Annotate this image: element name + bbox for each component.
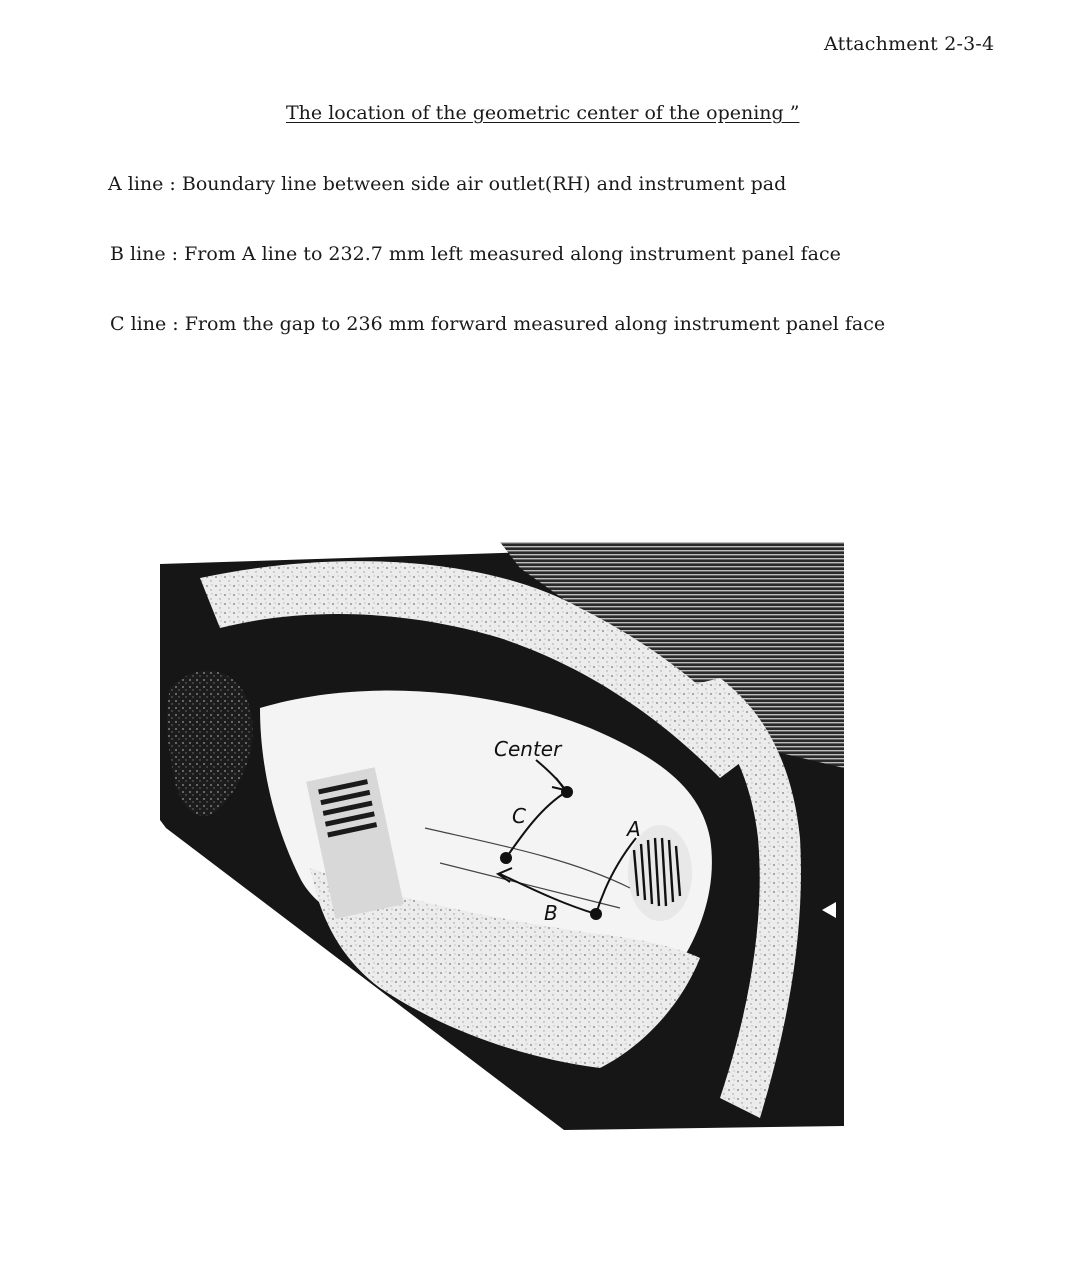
- c-line-definition: C line : From the gap to 236 mm forward measured along instrument panel face: [110, 313, 886, 335]
- gap-point: [500, 852, 512, 864]
- b-line-definition: B line : From A line to 232.7 mm left measured along instrument panel face: [110, 243, 841, 265]
- attachment-number: Attachment 2-3-4: [824, 33, 995, 55]
- instrument-panel-photo: [160, 538, 844, 1130]
- a-label: A: [627, 817, 641, 841]
- b-label: B: [544, 901, 558, 925]
- a-line-definition: A line : Boundary line between side air outlet(RH) and instrument pad: [108, 173, 787, 195]
- document-title: The location of the geometric center of the opening ”: [286, 102, 800, 124]
- c-label: C: [512, 804, 526, 828]
- a-line-point: [590, 908, 602, 920]
- instrument-panel-illustration: [160, 538, 844, 1130]
- center-label: Center: [494, 737, 562, 761]
- center-point: [561, 786, 573, 798]
